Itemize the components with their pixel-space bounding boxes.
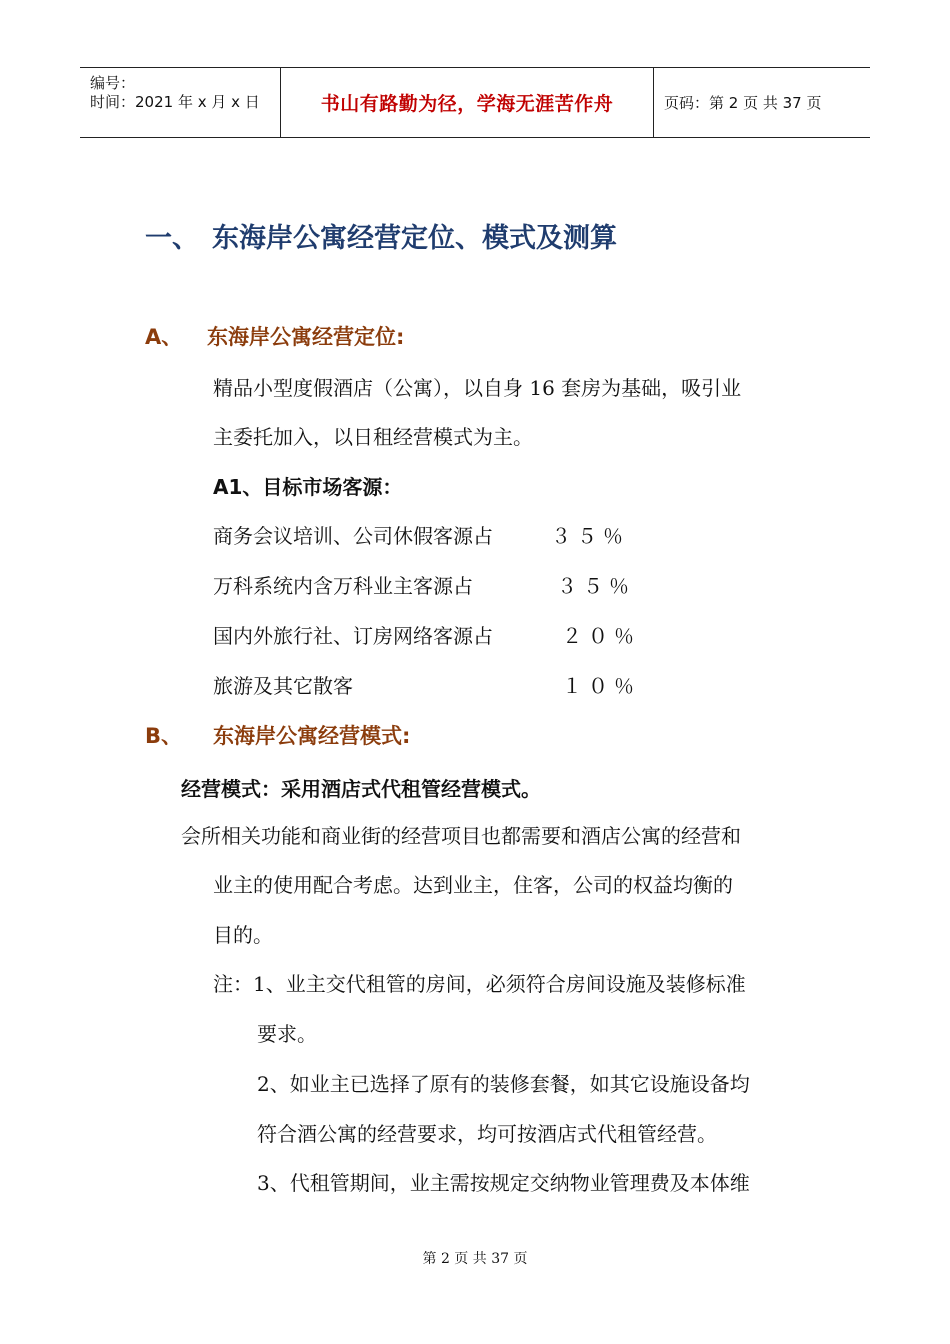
- source-label: 国内外旅行社、订房网络客源占: [213, 624, 493, 648]
- header-meta-cell: [80, 68, 281, 137]
- section-a-heading: [145, 321, 545, 349]
- note-1-line-1: 注：1、业主交代租管的房间，必须符合房间设施及装修标准: [213, 972, 746, 996]
- section-a-title: 东海岸公寓经营定位:: [207, 325, 405, 349]
- note-2-line-2: 符合酒公寓的经营要求，均可按酒店式代租管经营。: [257, 1122, 717, 1146]
- note-3-line-1: 3、代租管期间，业主需按规定交纳物业管理费及本体维: [257, 1171, 750, 1195]
- page-footer: 第 2 页 共 37 页: [422, 1251, 528, 1267]
- source-label: 商务会议培训、公司休假客源占: [213, 524, 493, 548]
- source-share: ２０％: [562, 624, 640, 648]
- page-header: [80, 67, 870, 138]
- document-date: 时间：2021 年 x 月 x 日: [90, 93, 260, 111]
- note-2-line-1: 2、如业主已选择了原有的装修套餐，如其它设施设备均: [257, 1072, 750, 1096]
- section-a-paragraph-line-2: 主委托加入，以日租经营模式为主。: [213, 425, 533, 449]
- section-b-heading: [145, 720, 545, 748]
- source-share: ３５％: [551, 524, 629, 548]
- section-b-paragraph-line-3: 目的。: [213, 923, 273, 947]
- section-b-title: 东海岸公寓经营模式:: [213, 724, 411, 748]
- section-b-paragraph-line-1: 会所相关功能和商业街的经营项目也都需要和酒店公寓的经营和: [181, 824, 741, 848]
- document-number-label: 编号：: [90, 74, 136, 92]
- header-page-info: 页码：第 2 页 共 37 页: [664, 94, 822, 112]
- section-a-number: A、: [145, 325, 183, 349]
- header-motto-cell: [281, 68, 654, 137]
- source-share: ３５％: [557, 574, 635, 598]
- section-1-number: 一、: [145, 223, 199, 254]
- section-a1-heading: A1、目标市场客源：: [213, 475, 403, 499]
- section-1-heading: [145, 216, 617, 255]
- business-mode-line: 经营模式：采用酒店式代租管经营模式。: [181, 777, 541, 801]
- source-label: 旅游及其它散客: [213, 674, 353, 698]
- header-page-cell: [654, 68, 870, 137]
- section-a-paragraph-line-1: 精品小型度假酒店（公寓），以自身 16 套房为基础，吸引业: [213, 376, 742, 400]
- note-1-line-2: 要求。: [257, 1022, 317, 1046]
- source-label: 万科系统内含万科业主客源占: [213, 574, 473, 598]
- section-1-title: 东海岸公寓经营定位、模式及测算: [212, 223, 617, 254]
- header-motto: 书山有路勤为径，学海无涯苦作舟: [320, 93, 614, 115]
- section-b-paragraph-line-2: 业主的使用配合考虑。达到业主，住客，公司的权益均衡的: [213, 873, 733, 897]
- section-b-number: B、: [145, 724, 183, 748]
- source-share: １０％: [562, 674, 640, 698]
